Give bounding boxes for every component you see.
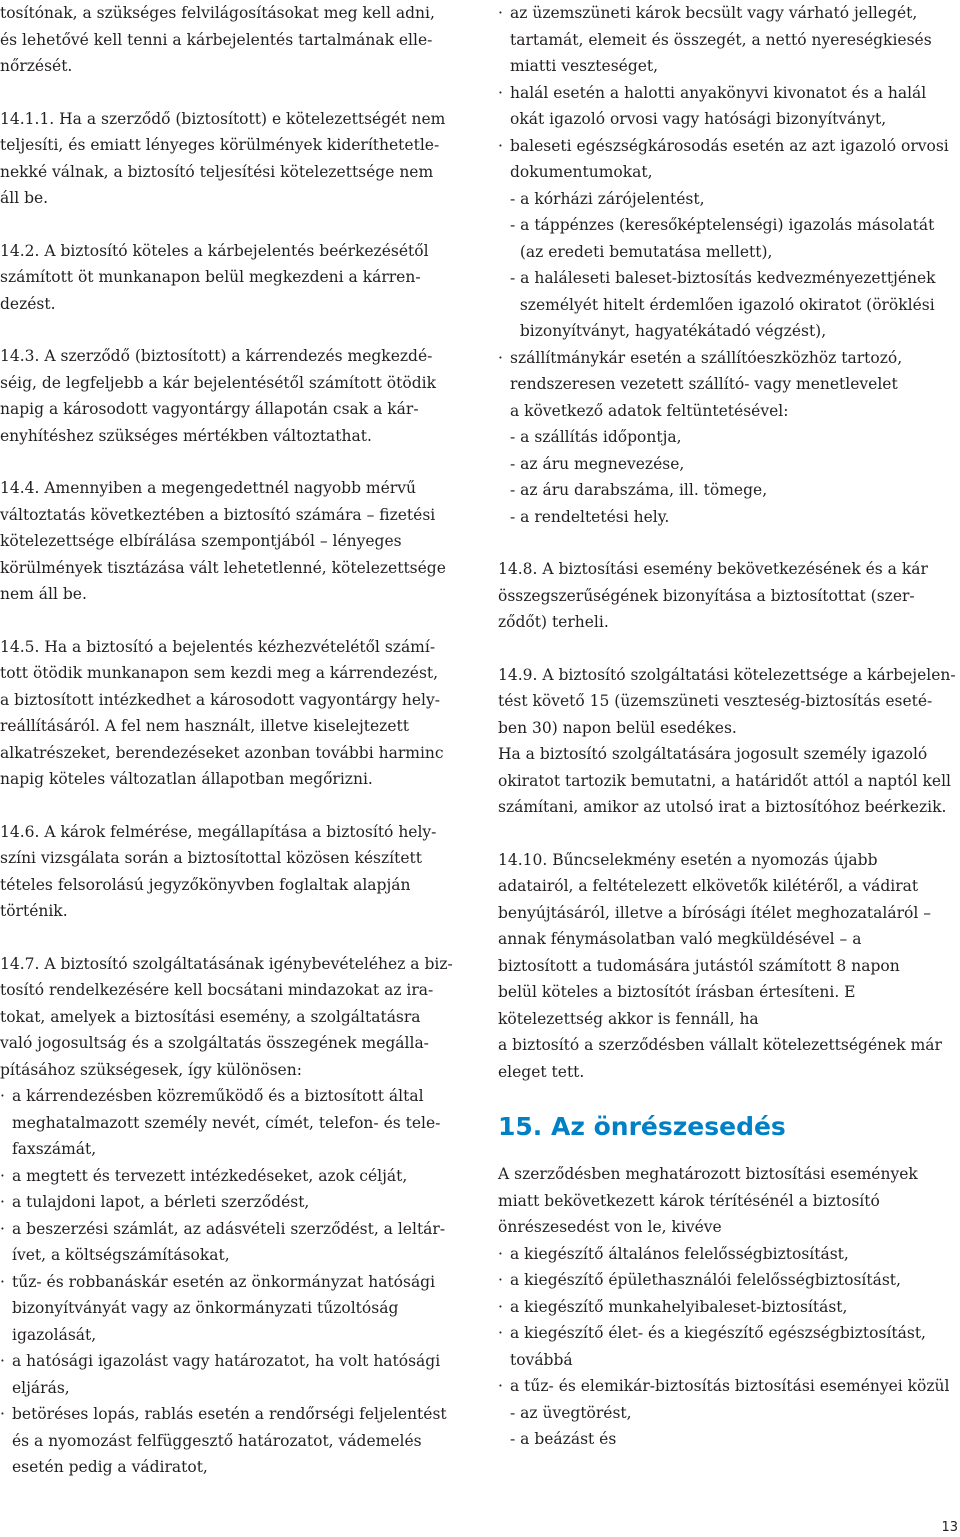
paragraph-spacer [498, 636, 960, 662]
list-item [0, 1348, 460, 1401]
list-item-text: halál esetén a halotti anyakönyvi kivonatot és a halál [510, 83, 927, 102]
list-item-text: baleseti egészségkárosodás esetén az azt igazoló orvosi [510, 136, 949, 155]
bullet-icon: · [0, 1166, 5, 1185]
text-line: belül köteles a biztosítót írásban értesíteni. E [498, 983, 856, 1001]
paragraph-spacer [498, 1085, 960, 1105]
text-line: napig a károsodott vagyontárgy állapotán csak a kár- [0, 400, 419, 418]
bullet-icon: · [498, 348, 503, 367]
text-line: és lehetővé kell tenni a kárbejelentés tartalmának elle- [0, 30, 433, 49]
text-line: kötelezettség akkor is fennáll, ha [498, 1009, 759, 1028]
list-item-text: a kiegészítő általános felelősségbiztosítást, [510, 1244, 849, 1263]
list-item [498, 133, 960, 186]
list-item-text: tartamát, elemeit és összegét, a nettó nyereségkiesés [510, 30, 932, 49]
paragraph-spacer [0, 449, 460, 475]
text-line: 14.7. A biztosító szolgáltatásának igénybevételéhez a biz- [0, 954, 453, 973]
list-item-text: a kiegészítő munkahelyibaleset-biztosítást, [510, 1297, 848, 1316]
list-item-text: okát igazoló orvosi vagy hatósági bizonyítványt, [510, 110, 887, 128]
paragraph-spacer [0, 80, 460, 106]
text-line: pításához szükségesek, így különösen: [0, 1060, 302, 1079]
paragraph-14-5 [0, 634, 460, 793]
paragraph-14-9 [498, 662, 960, 821]
list-item [498, 345, 960, 425]
text-line: tést követő 15 (üzemszüneti veszteség-biztosítás eseté- [498, 692, 933, 710]
text-line: tosító rendelkezésére kell bocsátani mindazokat az ira- [0, 981, 434, 999]
text-line: összegszerűségének bizonyítása a biztosítottat (szer- [498, 586, 915, 605]
text-line: tételes felsorolású jegyzőkönyvben foglaltak alapján [0, 875, 411, 894]
text-line: nem áll be. [0, 585, 87, 603]
bullet-icon: · [0, 1193, 5, 1211]
text-line: számított öt munkanapon belül megkezdeni a kárren- [0, 268, 421, 286]
list-item-text: betöréses lopás, rablás esetén a rendőrségi feljelentést [12, 1405, 447, 1423]
list-item-text: bizonyítványát vagy az önkormányzati tűzoltóság [12, 1299, 399, 1317]
transport-damage-item [498, 345, 960, 425]
bullet-icon: · [498, 83, 503, 102]
sub-item-text: - a szállítás időpontja, [510, 428, 682, 446]
list-item-text: a megtett és tervezett intézkedéseket, azok célját, [12, 1166, 408, 1185]
sub-item-text: - az üvegtörést, [510, 1403, 632, 1422]
paragraph-spacer [0, 317, 460, 343]
text-line: önrészesedést von le, kivéve [498, 1218, 722, 1236]
text-line: annak fénymásolatban való megküldésével – a [498, 930, 862, 948]
sub-item-text: - a haláleseti baleset-biztosítás kedvezményezettjének [510, 269, 936, 287]
list-item [498, 80, 960, 133]
list-item-text: az üzemszüneti károk becsült vagy várható jellegét, [510, 4, 918, 22]
bullet-icon: · [0, 1087, 5, 1105]
text-line: reállításáról. A fel nem használt, illetve kiselejtezett [0, 717, 409, 735]
list-item-text: a következő adatok feltüntetésével: [510, 401, 789, 420]
section-heading: 15. Az önrészesedés [498, 1112, 786, 1141]
list-item [0, 1216, 460, 1269]
bullet-icon: · [0, 1405, 5, 1423]
text-line: színi vizsgálata során a biztosítottal közösen készített [0, 849, 422, 867]
text-line: 14.9. A biztosító szolgáltatási kötelezettsége a kárbejelen- [498, 665, 956, 684]
text-line: számítani, amikor az utolsó irat a biztosítóhoz beérkezik. [498, 798, 947, 816]
list-item [498, 1373, 960, 1400]
paragraph-14-8 [498, 556, 960, 636]
text-line: adatairól, a feltételezett elkövetők kilétéről, a vádirat [498, 877, 919, 895]
bullet-icon: · [0, 1352, 5, 1370]
list-item [0, 1083, 460, 1163]
text-line: a biztosított intézkedhet a károsodott vagyontárgy hely- [0, 690, 440, 709]
list-item-text: a tulajdoni lapot, a bérleti szerződést, [12, 1193, 310, 1211]
bullet-icon: · [498, 4, 503, 22]
text-line: kötelezettsége elbírálása szempontjából – lényeges [0, 532, 402, 550]
exceptions-sublist [498, 1400, 960, 1453]
list-item-text: esetén pedig a vádiratot, [12, 1458, 208, 1476]
sub-item-text: - a táppénzes (keresőképtelenségi) igazolás másolatát [510, 216, 935, 234]
text-line: Ha a biztosító szolgáltatására jogosult személy igazoló [498, 745, 928, 763]
paragraph-14-10 [498, 847, 960, 1086]
bullet-icon: · [498, 1244, 503, 1263]
text-line: biztosított a tudomására jutástól számított 8 napon [498, 956, 900, 975]
list-item-text: faxszámát, [12, 1140, 97, 1158]
text-line: 14.3. A szerződő (biztosított) a kárrendezés megkezdé- [0, 347, 433, 365]
text-line: 14.2. A biztosító köteles a kárbejelentés beérkezésétől [0, 241, 429, 260]
text-line: 14.6. A károk felmérése, megállapítása a biztosító hely- [0, 822, 437, 841]
sub-item-text: - a kórházi zárójelentést, [510, 189, 705, 208]
paragraph-spacer [0, 212, 460, 238]
sub-item-text: - az áru megnevezése, [510, 454, 685, 473]
list-item [0, 1163, 460, 1190]
text-line: történik. [0, 902, 68, 920]
text-line: tott ötödik munkanapon sem kezdi meg a kárrendezést, [0, 664, 439, 682]
bullet-icon: · [498, 1271, 503, 1289]
sub-item-text: - az áru darabszáma, ill. tömege, [510, 481, 768, 499]
list-item-text: miatti veszteséget, [510, 57, 659, 75]
list-item-text: a hatósági igazolást vagy határozatot, ha volt hatósági [12, 1352, 441, 1370]
text-line: 14.8. A biztosítási esemény bekövetkezésének és a kár [498, 560, 928, 578]
list-item-text: a kiegészítő élet- és a kiegészítő egészségbiztosítást, [510, 1324, 926, 1342]
text-line: 14.5. Ha a biztosító a bejelentés kézhezvételétől számí- [0, 637, 436, 656]
list-item [0, 1401, 460, 1481]
text-line: ződőt) terheli. [498, 613, 609, 631]
list-item-text: és a nyomozást felfüggesztő határozatot, vádemelés [12, 1431, 422, 1450]
sub-item-text: - a beázást és [510, 1430, 617, 1448]
paragraph-14-2 [0, 238, 460, 318]
text-line: ben 30) napon belül esedékes. [498, 718, 737, 737]
list-item [498, 1267, 960, 1294]
text-line: okiratot tartozik bemutatni, a határidőt attól a naptól kell [498, 771, 951, 790]
list-item [498, 1294, 960, 1321]
paragraph-spacer [498, 530, 960, 556]
text-line: teljesíti, és emiatt lényeges körülmények kideríthetetle- [0, 136, 440, 154]
sub-item-text: (az eredeti bemutatása mellett), [510, 242, 773, 261]
text-line: 14.10. Bűncselekmény esetén a nyomozás újabb [498, 850, 878, 869]
text-line: áll be. [0, 189, 49, 207]
paragraph-14-7 [0, 951, 460, 1084]
text-line: miatt bekövetkezett károk térítésénél a biztosító [498, 1191, 880, 1210]
text-line: séig, de legfeljebb a kár bejelentésétől számított ötödik [0, 373, 436, 392]
sub-item-text: bizonyítványt, hagyatékátadó végzést), [510, 322, 827, 340]
list-item-text: eljárás, [12, 1378, 70, 1397]
list-item-text: továbbá [510, 1350, 573, 1369]
list-item [0, 1189, 460, 1216]
paragraph-14-3 [0, 343, 460, 449]
text-line: tokat, amelyek a biztosítási esemény, a szolgáltatásra [0, 1007, 421, 1026]
text-line: nekké válnak, a biztosító teljesítési kötelezettsége nem [0, 162, 434, 181]
bullet-icon: · [0, 1219, 5, 1238]
documents-list [0, 1083, 460, 1481]
list-item [498, 1320, 960, 1373]
bullet-icon: · [498, 1324, 503, 1342]
sub-item-text: személyét hitelt érdemlően igazoló okiratot (öröklési [510, 295, 935, 314]
bullet-icon: · [498, 1377, 503, 1395]
text-line: a biztosító a szerződésben vállalt kötelezettségének már [498, 1036, 942, 1054]
list-item-text: a kiegészítő épülethasználói felelősségbiztosítást, [510, 1271, 901, 1289]
list-item [498, 1241, 960, 1268]
list-item-text: a beszerzési számlát, az adásvételi szerződést, a leltár- [12, 1219, 446, 1238]
text-line: napig köteles változatlan állapotban megőrizni. [0, 770, 373, 788]
bullet-icon: · [498, 136, 503, 155]
text-line: enyhítéshez szükséges mértékben változtathat. [0, 426, 372, 445]
text-line: körülmények tisztázása vált lehetetlenné, kötelezettsége [0, 558, 446, 577]
exceptions-list [498, 1241, 960, 1400]
text-line: 14.4. Amennyiben a megengedettnél nagyobb mérvű [0, 479, 416, 497]
list-item-text: rendszeresen vezetett szállító- vagy menetlevelet [510, 375, 898, 393]
paragraph-spacer [498, 821, 960, 847]
text-line: változtatás következtében a biztosító számára – fizetési [0, 505, 436, 524]
list-item-text: a tűz- és elemikár-biztosítás biztosítási eseményei közül [510, 1377, 950, 1395]
text-line: dezést. [0, 294, 56, 313]
right-column [498, 0, 960, 1453]
paragraph-14-6 [0, 819, 460, 925]
list-item-text: tűz- és robbanáskár esetén az önkormányzat hatósági [12, 1272, 436, 1291]
list-item-text: meghatalmazott személy nevét, címét, telefon- és tele- [12, 1113, 441, 1132]
bullet-icon: · [498, 1297, 503, 1316]
list-item-text: ívet, a költségszámításokat, [12, 1246, 230, 1264]
text-line: A szerződésben meghatározott biztosítási események [498, 1165, 918, 1183]
paragraph-15-intro [498, 1161, 960, 1241]
bullet-icon: · [0, 1272, 5, 1291]
text-line: eleget tett. [498, 1062, 585, 1081]
paragraph-spacer [0, 925, 460, 951]
text-line: tosítónak, a szükséges felvilágosításokat meg kell adni, [0, 4, 435, 22]
list-item-text: a kárrendezésben közreműködő és a biztosított által [12, 1087, 424, 1105]
paragraph-14-1-1 [0, 106, 460, 212]
text-line: nőrzését. [0, 57, 73, 75]
medical-documents-sublist [498, 186, 960, 345]
paragraph-spacer [0, 608, 460, 634]
paragraph-spacer [0, 793, 460, 819]
text-line: benyújtásáról, illetve a bírósági ítélet meghozataláról – [498, 903, 931, 922]
documents-list-continued [498, 0, 960, 186]
text-line: alkatrészeket, berendezéseket azonban további harminc [0, 743, 444, 762]
list-item [0, 1269, 460, 1349]
text-line: való jogosultság és a szolgáltatás összegének megálla- [0, 1034, 429, 1052]
page-number: 13 [941, 1520, 958, 1535]
list-item-text: szállítmánykár esetén a szállítóeszközhöz tartozó, [510, 348, 903, 367]
list-item-text: igazolását, [12, 1325, 97, 1344]
list-item-text: dokumentumokat, [510, 163, 653, 181]
intro-paragraph [0, 0, 460, 80]
paragraph-14-4 [0, 475, 460, 608]
text-line: 14.1.1. Ha a szerződő (biztosított) e kötelezettségét nem [0, 109, 446, 128]
left-column [0, 0, 460, 1481]
list-item [498, 0, 960, 80]
sub-item-text: - a rendeltetési hely. [510, 507, 670, 526]
transport-data-sublist [498, 424, 960, 530]
